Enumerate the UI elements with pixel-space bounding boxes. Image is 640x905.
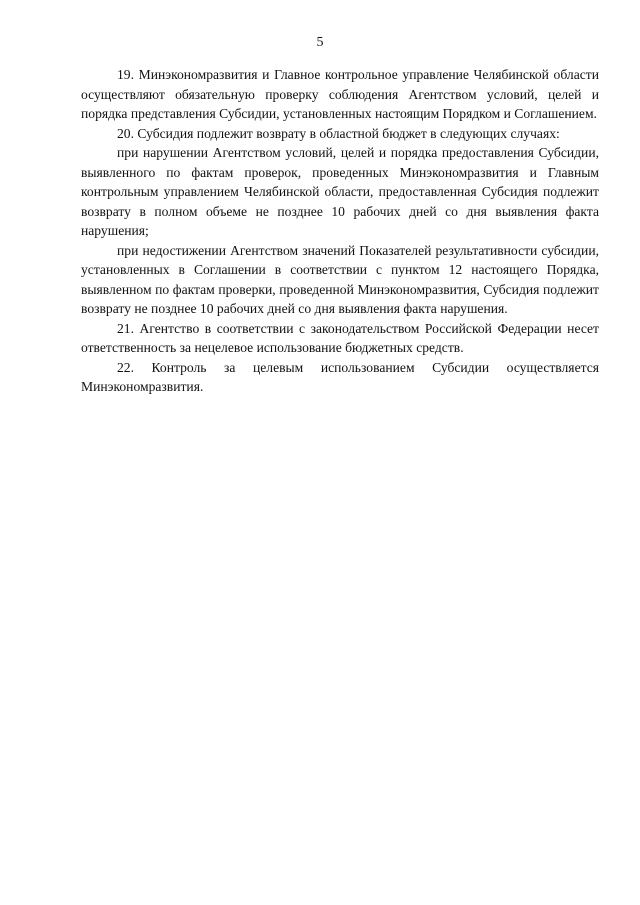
paragraph-21: 21. Агентство в соответствии с законодательством Российской Федерации несет ответственность за нецелевое использование бюджетных средств. (81, 320, 599, 355)
paragraph-20-case-violation: при нарушении Агентством условий, целей и порядка предоставления Субсидии, выявленного по фактам проверок, проведенных Минэкономразвития и Главным контрольным управлением Челябинской области, предоставленная Субсидия подлежит возврату в полном объеме не позднее 10 рабочих дней со дня выявления факта нарушения; (81, 145, 599, 238)
paragraph-20: 20. Субсидия подлежит возврату в областной бюджет в следующих случаях: (117, 125, 560, 141)
paragraph-22: 22. Контроль за целевым использованием Субсидии осуществляется Минэкономразвития. (81, 359, 599, 394)
page-number: 5 (316, 35, 324, 50)
paragraph-20-case-indicators: при недостижении Агентством значений Показателей результативности субсидии, установленных в Соглашении в соответствии с пунктом 12 настоящего Порядка, выявленном по фактам проверки, проведенной Минэкономразвития, Субсидия подлежит возврату не позднее 10 рабочих дней со дня выявления факта нарушения. (81, 242, 599, 316)
document-body (81, 65, 599, 397)
paragraph-19: 19. Минэкономразвития и Главное контрольное управление Челябинской области осуществляют обязательную проверку соблюдения Агентством условий, целей и порядка представления Субсидии, установленных настоящим Порядком и Соглашением. (81, 67, 599, 121)
